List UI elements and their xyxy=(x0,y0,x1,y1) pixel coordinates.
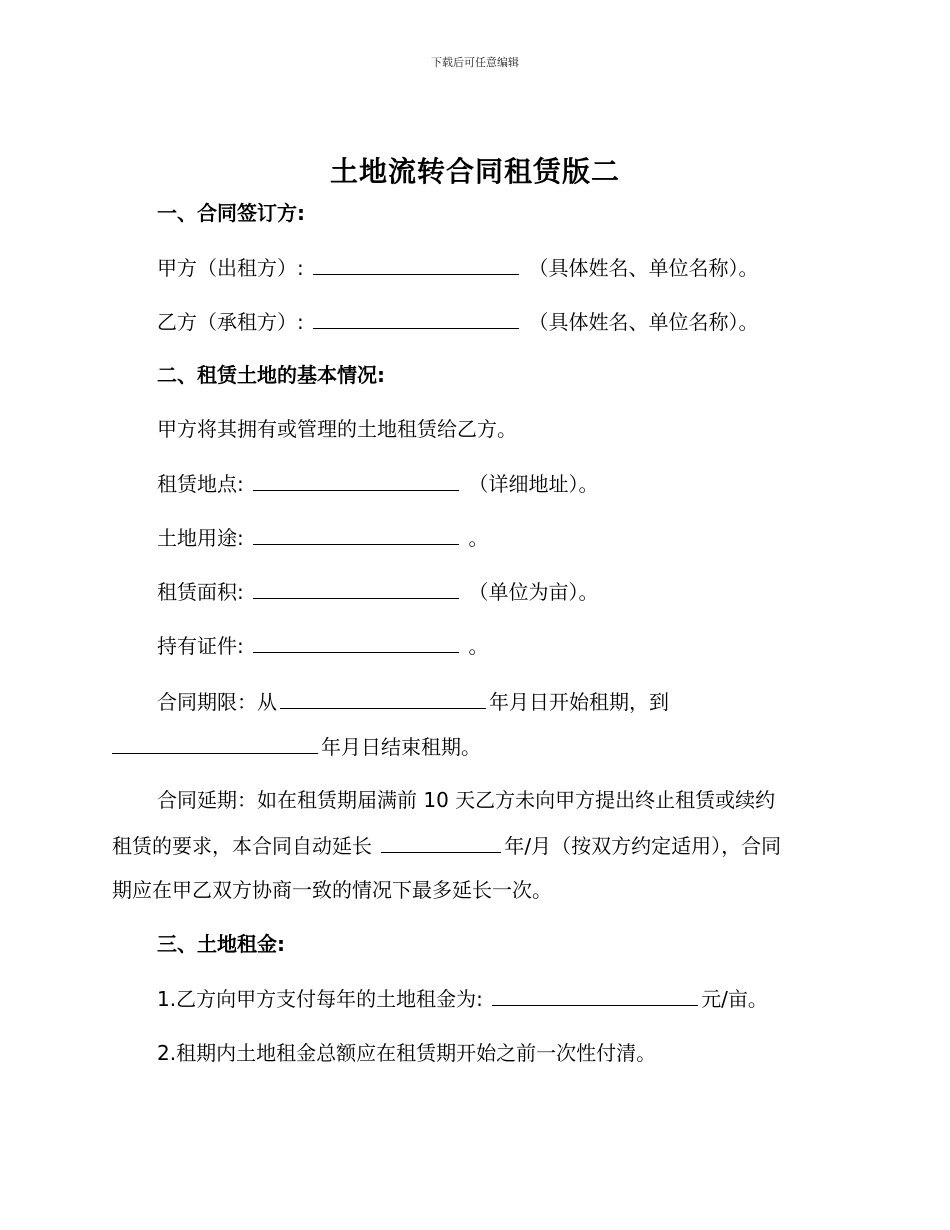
location-blank[interactable] xyxy=(253,470,459,491)
area-blank[interactable] xyxy=(253,578,459,599)
party-a-suffix: （具体姓名、单位名称）。 xyxy=(528,256,759,280)
party-a-line xyxy=(157,254,758,281)
term-mid: 年月日开始租期，到 xyxy=(489,690,669,714)
rent-item-1-text: 1.乙方向甲方支付每年的土地租金为: xyxy=(157,987,483,1011)
extension-text-a: 租赁的要求，本合同自动延长 xyxy=(112,834,372,858)
party-a-label: 甲方（出租方）: xyxy=(157,256,304,280)
term-line-2 xyxy=(112,733,481,760)
cert-label: 持有证件: xyxy=(157,634,244,658)
cert-line xyxy=(157,632,488,659)
term-prefix: 合同期限：从 xyxy=(157,690,277,714)
party-b-suffix: （具体姓名、单位名称）。 xyxy=(528,310,759,334)
party-a-blank[interactable] xyxy=(313,254,519,275)
usage-blank[interactable] xyxy=(253,524,459,545)
term-end: 年月日结束租期。 xyxy=(321,735,481,759)
rent-item-2: 2.租期内土地租金总额应在租赁期开始之前一次性付清。 xyxy=(157,1041,657,1065)
cert-suffix: 。 xyxy=(468,634,489,658)
extension-blank[interactable] xyxy=(381,832,501,853)
rent-item-1-unit: 元/亩。 xyxy=(701,987,768,1011)
party-b-label: 乙方（承租方）: xyxy=(157,310,304,334)
location-label: 租赁地点: xyxy=(157,472,244,496)
section-heading-rent: 三、土地租金: xyxy=(157,932,285,956)
usage-label: 土地用途: xyxy=(157,526,244,550)
location-suffix: （详细地址）。 xyxy=(468,472,599,496)
party-b-line xyxy=(157,308,758,335)
location-line xyxy=(157,470,598,497)
area-label: 租赁面积: xyxy=(157,580,244,604)
extension-text-b: 年/月（按双方约定适用），合同 xyxy=(504,834,782,858)
extension-line-2 xyxy=(112,832,781,859)
section-heading-parties: 一、合同签订方: xyxy=(157,201,305,225)
term-line-1 xyxy=(157,688,669,715)
rent-item-1 xyxy=(157,985,768,1012)
document-title: 土地流转合同租赁版二 xyxy=(329,155,620,188)
cert-blank[interactable] xyxy=(253,632,459,653)
term-start-blank[interactable] xyxy=(280,688,486,709)
rent-amount-blank[interactable] xyxy=(492,985,698,1006)
usage-line xyxy=(157,524,488,551)
usage-suffix: 。 xyxy=(468,526,489,550)
extension-line-3: 期应在甲乙双方协商一致的情况下最多延长一次。 xyxy=(112,878,552,902)
extension-line-1: 合同延期：如在租赁期届满前 10 天乙方未向甲方提出终止租赁或续约 xyxy=(157,788,776,812)
term-end-blank[interactable] xyxy=(112,733,318,754)
party-b-blank[interactable] xyxy=(313,308,519,329)
header-note: 下载后可任意编辑 xyxy=(431,56,519,69)
area-suffix: （单位为亩）。 xyxy=(468,580,599,604)
land-intro: 甲方将其拥有或管理的土地租赁给乙方。 xyxy=(157,417,517,441)
area-line xyxy=(157,578,598,605)
section-heading-land: 二、租赁土地的基本情况: xyxy=(157,363,385,387)
